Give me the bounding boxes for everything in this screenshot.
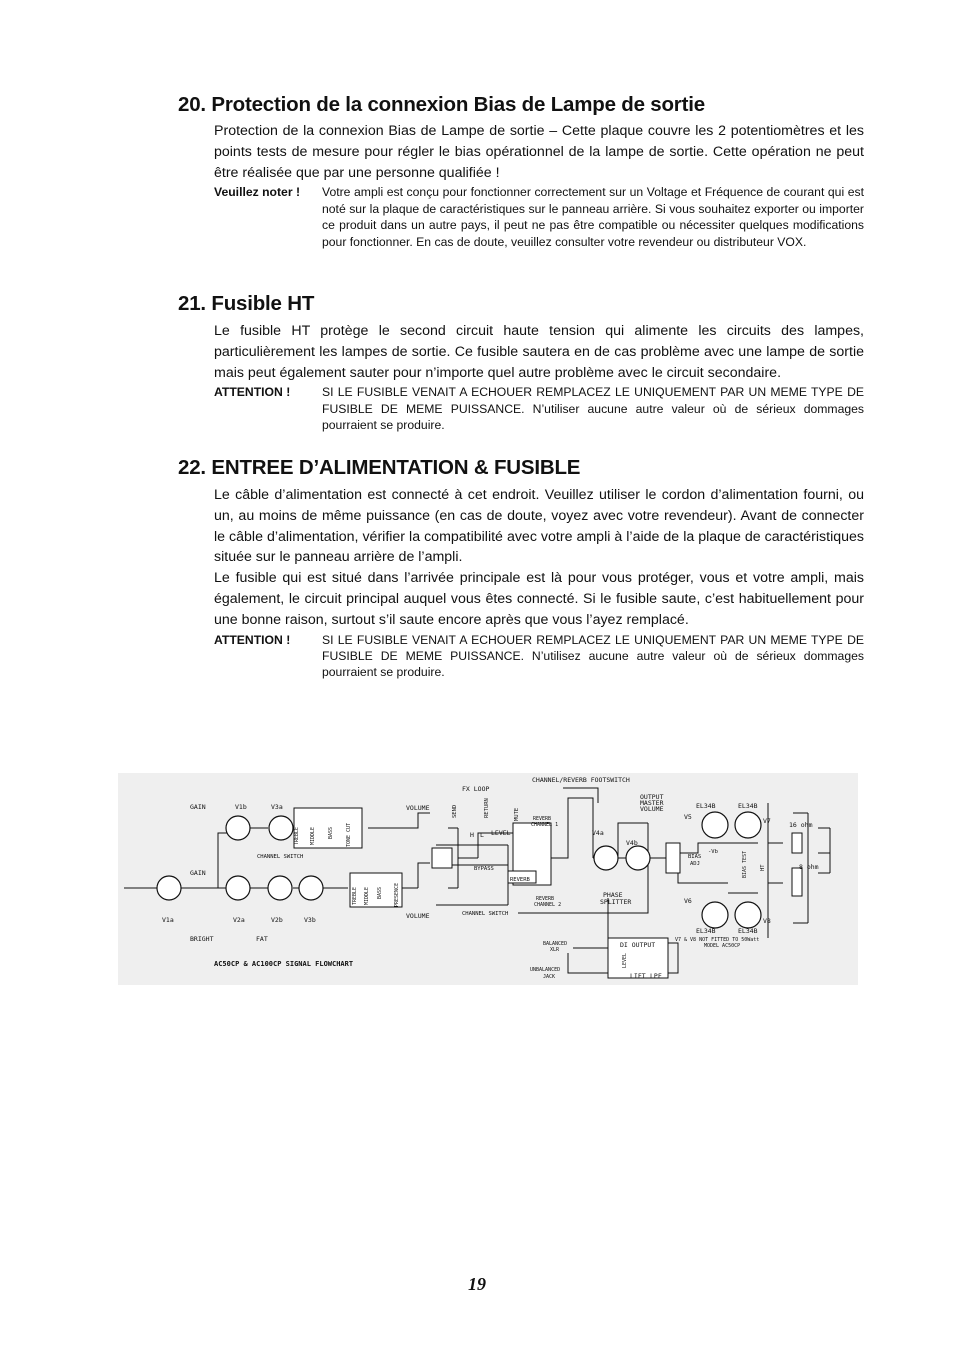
lpf-label: LPF [650,972,662,980]
8-ohm-label: 8 ohm [799,863,819,871]
bass-label: BASS [328,826,334,839]
note-label: ATTENTION ! [214,385,291,400]
el34-label: EL34B [696,802,716,810]
section-title: 20. Protection de la connexion Bias de Lampe de sortie [178,93,705,116]
reverb-ch1-label: REVERB [533,816,552,822]
master-label: MASTER [640,799,664,807]
reverb-label: REVERB [510,877,530,883]
mute-label: MUTE [514,807,520,821]
section-paragraph: Le fusible qui est situé dans l’arrivée principale est là pour vous protéger, vous et votre ampli, mais également, le circuit principal auquel vous êtes connecté. Si le fusible saute, c’est habituellement pour une bonne raison, surtout s’il saute encore après que vous l’ayez remplacé. [214,570,864,628]
v8-label: V8 [763,917,771,925]
v2b-label: V2b [271,916,283,924]
16-ohm-label: 16 ohm [789,821,813,829]
l-label: L [480,831,484,839]
v1a-label: V1a [162,916,174,924]
di-level-label: LEVEL [622,952,628,968]
treble-label: TREBLE [352,886,358,905]
channel-switch-label: CHANNEL SWITCH [462,911,509,917]
section-paragraph: Protection de la connexion Bias de Lampe de sortie – Cette plaque couvre les 2 potentiomètres et les points tests de mesure pour régler le bias opérationnel de la lampe de sortie. Cette opération ne peut être réalisée que par une personne qualifiée ! [214,123,864,181]
reverb-ch2-label: REVERB [536,896,555,902]
fat-label: FAT [256,935,268,943]
v7-label: V7 [763,817,771,825]
el34-label: EL34B [738,927,758,935]
channel-switch-label: CHANNEL SWITCH [257,854,304,860]
note-label: ATTENTION ! [214,632,291,647]
v3b-label: V3b [304,916,316,924]
gain-label: GAIN [190,803,206,811]
output-label: OUTPUT [640,793,664,801]
middle-label: MIDDLE [310,826,316,845]
note-text: SI LE FUSIBLE VENAIT A ECHOUER REMPLACEZ LE UNIQUEMENT PAR UN MEME TYPE DE FUSIBLE DE MEME PUISSANCE. N’utiliser aucune autre valeur où de sérieux dommages pourraient se produire. [322,385,864,433]
h-label: H [470,831,474,839]
volume-label: VOLUME [406,912,430,920]
lift-label: LIFT [630,972,646,980]
jack-label: JACK [543,974,556,980]
section-title: 22. ENTREE D’ALIMENTATION & FUSIBLE [178,456,581,479]
v5-label: V5 [684,813,692,821]
middle-label: MIDDLE [364,886,370,905]
bias-test-label: BIAS TEST [742,850,748,878]
tone-cut-label: TONE CUT [346,822,352,847]
note [214,632,864,681]
flowchart-svg [118,773,858,985]
signal-flowchart [118,773,858,985]
bright-label: BRIGHT [190,935,214,943]
return-label: RETURN [484,798,490,818]
section-22 [178,456,864,681]
section-title: 21. Fusible HT [178,292,315,315]
v2a-label: V2a [233,916,245,924]
master-volume-label: VOLUME [640,805,664,813]
v4b-label: V4b [626,839,638,847]
fitting-note: V7 & V8 NOT FITTED TO 50Watt [675,937,760,943]
gain-label: GAIN [190,869,206,877]
bass-label: BASS [377,886,383,899]
bypass-label: BYPASS [474,866,494,872]
section-21 [178,292,864,434]
note-text: Votre ampli est conçu pour fonctionner correctement sur un Voltage et Fréquence de courant qui est noté sur la plaque de caractéristiques sur le panneau arrière. Si vous souhaitez exporter ou importer ce produit dans un autre pays, il peut ne pas être compatible ou nécessiter quelques modifications pour fonctionner. En cas de doute, veuillez consulter votre revendeur ou distributeur VOX. [322,185,864,249]
note-label: Veuillez noter ! [214,185,301,200]
di-output-label: DI OUTPUT [620,941,656,949]
treble-label: TREBLE [294,826,300,845]
adj-label: ADJ [690,861,700,867]
page-number: 19 [468,1274,486,1294]
el34-label: EL34B [738,802,758,810]
flowchart-caption: AC50CP & AC100CP SIGNAL FLOWCHART [214,960,354,968]
footswitch-label: CHANNEL/REVERB FOOTSWITCH [532,776,630,784]
phase-label: PHASE [603,891,623,899]
channel-2-label: CHANNEL 2 [534,902,562,908]
channel-1-label: CHANNEL 1 [531,822,559,828]
v6-label: V6 [684,897,692,905]
note [214,384,864,433]
balanced-label: BALANCED [543,941,568,947]
ht-label: HT [760,864,766,871]
unbalanced-label: UNBALANCED [530,967,561,973]
v1b-label: V1b [235,803,247,811]
v4a-label: V4a [592,829,604,837]
bias-label: BIAS [688,854,702,860]
presence-label: PRESENCE [394,882,400,907]
v3a-label: V3a [271,803,283,811]
section-paragraph: Le câble d’alimentation est connecté à cet endroit. Veuillez utiliser le cordon d’alimentation fourni, ou un, au moins de même puissance (en cas de doute, voyez avec votre revendeur). Avant de connecter le câble d’alimentation, vérifier la compatibilité avec votre ampli à l’aide de la plaque de caractéristiques située sur le panneau arrière de l’ampli. [214,487,864,566]
send-label: SEND [452,804,458,818]
section-paragraph: Le fusible HT protège le second circuit haute tension qui alimente les circuits des lampes, particulièrement les lampes de sortie. Ce fusible sautera en de cas problème avec une lampe de sortie mais peut également sauter pour n’importe quel autre problème avec le circuit secondaire. [214,323,864,381]
section-20 [178,93,864,250]
note-text: SI LE FUSIBLE VENAIT A ECHOUER REMPLACEZ LE UNIQUEMENT PAR UN MEME TYPE DE FUSIBLE DE MEME PUISSANCE. N’utilisez aucune autre valeur où de sérieux dommages pourraient se produire. [322,632,864,680]
el34-label: EL34B [696,927,716,935]
xlr-label: XLR [550,947,560,953]
fitting-note: MODEL AC50CP [704,943,741,949]
level-label: LEVEL [491,829,511,837]
fx-loop-label: FX LOOP [462,785,490,793]
splitter-label: SPLITTER [600,898,632,906]
volume-label: VOLUME [406,804,430,812]
note [214,184,864,250]
vb-label: -Vb [708,849,718,855]
